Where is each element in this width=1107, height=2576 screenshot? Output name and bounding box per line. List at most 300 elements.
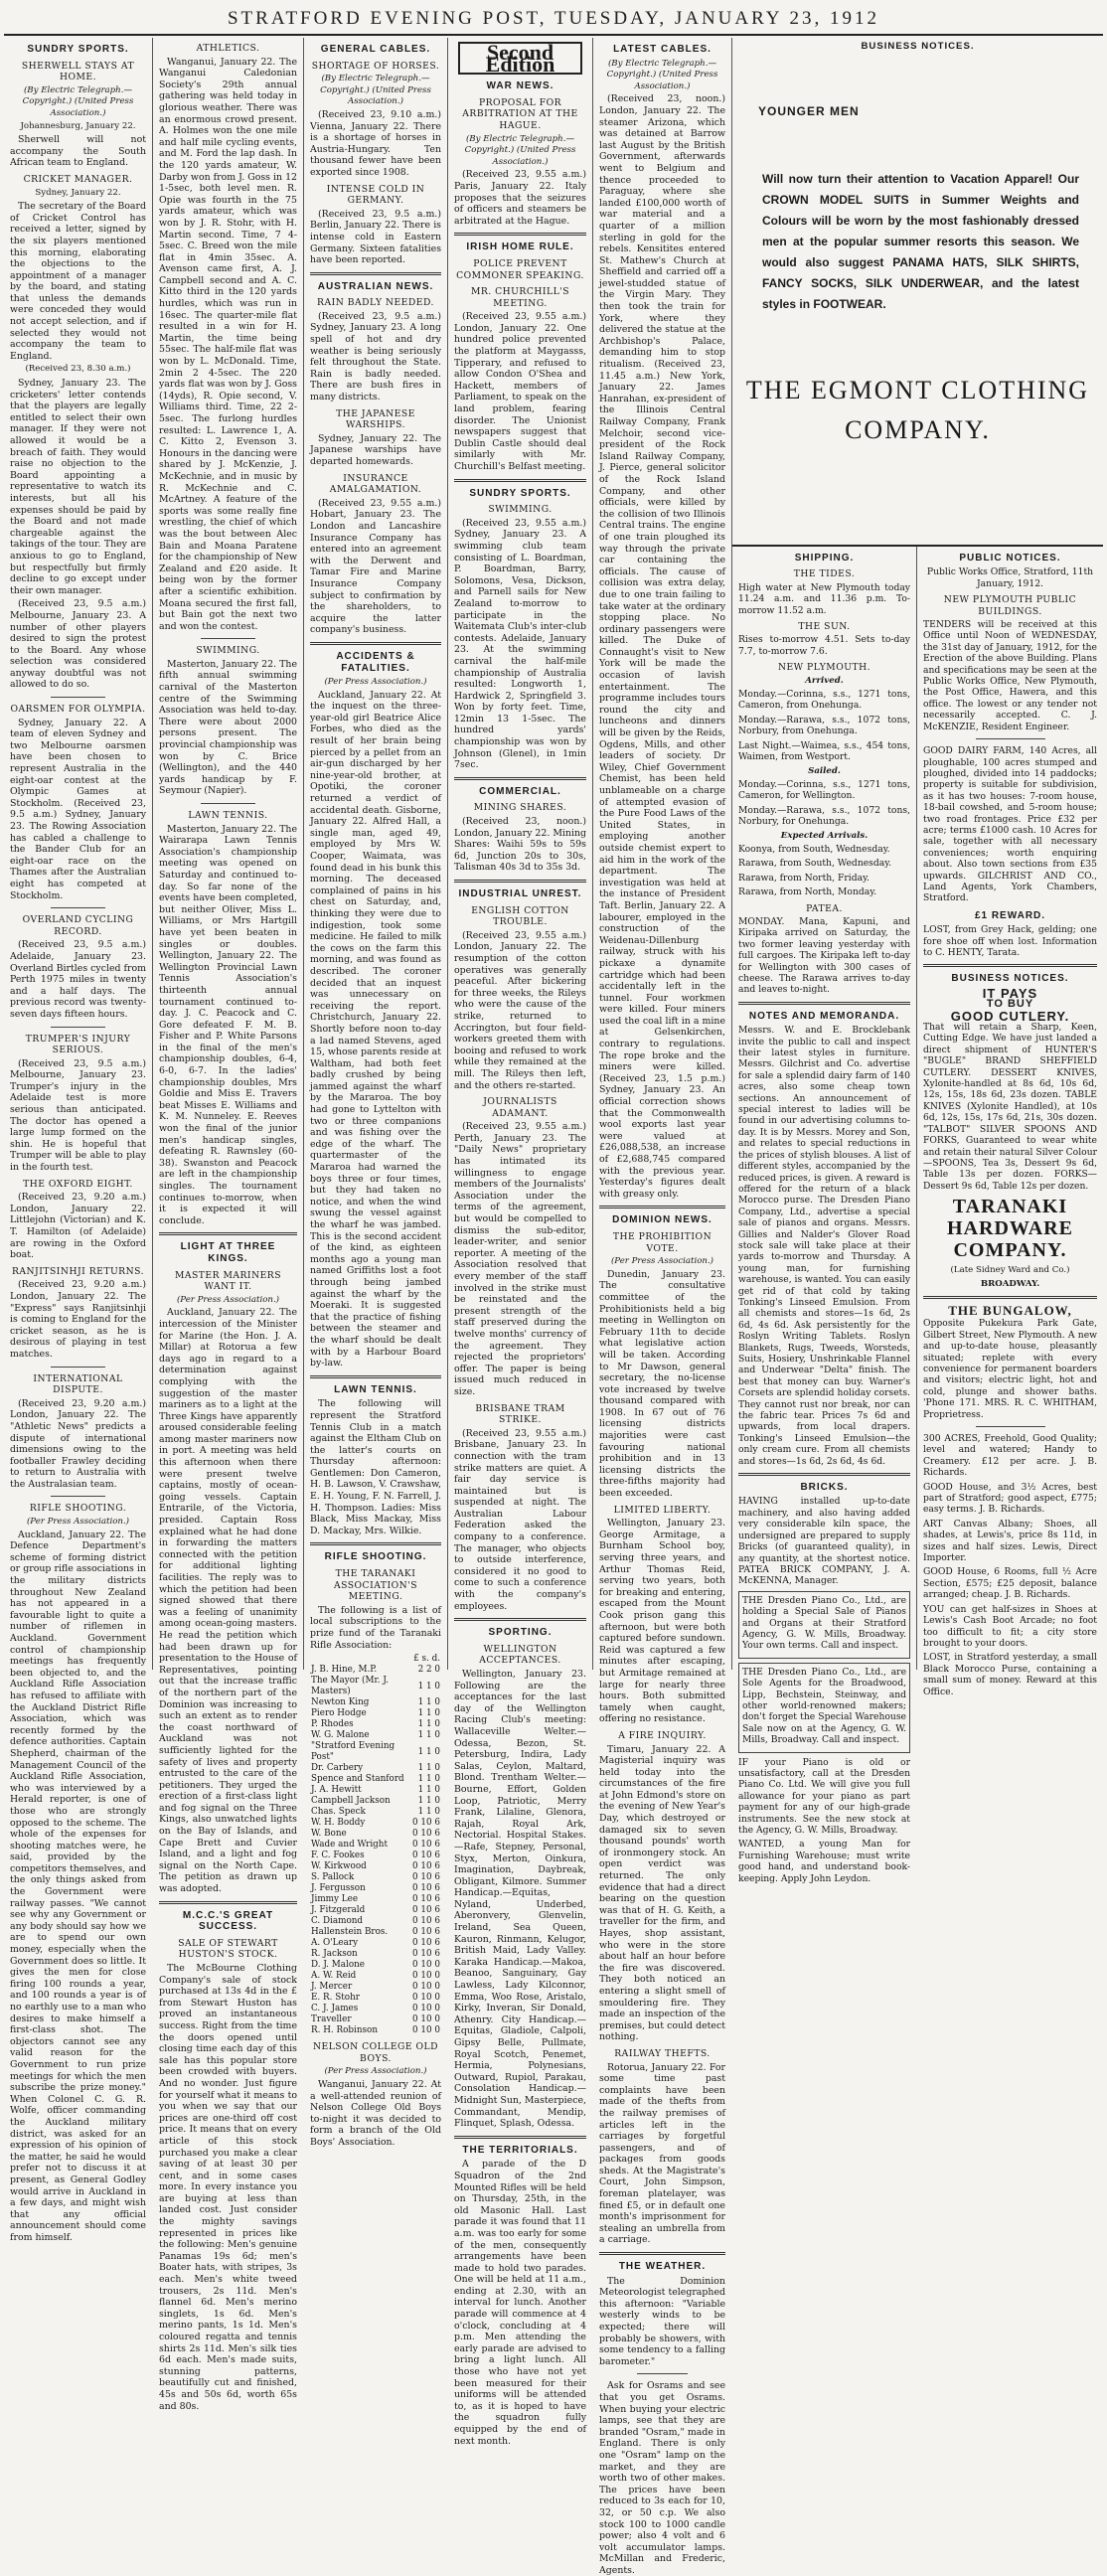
double-divider <box>454 777 586 780</box>
notice-body: TENDERS will be received at this Office until Noon of WEDNESDAY, the 31st day of January, 1912, for the Erection of the above Building. Plans and specifications may be seen at the Public Works Office, New Plymouth, the Post Office, Hawera, and this office. The lowest or any tender not necessarily accepted. C. J. McKENZIE, Resident Engineer. <box>923 619 1097 732</box>
article-body: The Dominion Meteorologist telegraphed this afternoon: "Variable westerly winds to be expected; there will probably be showers, with some tendency to a falling barometer." <box>599 2275 725 2367</box>
subscription-row <box>310 1960 441 1971</box>
shipping-entry: Monday.—Corinna, s.s., 1271 tons, Cameron, for Wellington. <box>738 778 910 802</box>
article-body: Wanganui, January 22. At a well-attended reunion of Nelson College Old Boys to-night it was decided to form a branch of the Old Boys' Association. <box>310 2078 441 2148</box>
article-body: (Received 23, 9.55 a.m.) Hobart, January 23. The London and Lancashire Insurance Company has entered into an agreement with the Derwent and Tamar Fire and Marine Insurance Company subject to confirmation by the shareholders, to acquire the latter company's business. <box>310 497 441 636</box>
taranaki-hardware-name <box>923 1196 1097 1261</box>
taranaki-line1: TARANAKI <box>952 1196 1068 1218</box>
subscription-header-row <box>310 1654 441 1665</box>
subscriber-name: Dr. Carbery <box>311 1763 364 1774</box>
section-heading: BUSINESS NOTICES. <box>861 41 975 52</box>
subscription-row <box>310 1719 441 1730</box>
subscription-amount: 0 10 0 <box>412 1982 440 1993</box>
subscriber-name: F. C. Fookes <box>311 1851 365 1861</box>
article-title: SHORTAGE OF HORSES. <box>311 60 440 72</box>
article-title: RAIN BADLY NEEDED. <box>317 297 434 309</box>
subscriber-name: Spence and Stanford <box>311 1774 404 1785</box>
subscriber-name: W. Kirkwood <box>311 1861 367 1872</box>
sailed-list <box>738 779 910 828</box>
article-title: THE JAPANESE WARSHIPS. <box>336 407 415 431</box>
divider <box>201 803 256 804</box>
section-heading: BUSINESS NOTICES. <box>951 973 1069 985</box>
shipping-entry: Monday.—Rarawa, s.s., 1072 tons, Norbury, from Onehunga. <box>738 714 910 737</box>
dateline: (By Electric Telegraph.—Copyright.) (United Press Association.) <box>606 58 718 91</box>
subscriber-name: D. J. Malone <box>311 1960 366 1971</box>
article-body: (Received 23, 9.20 a.m.) London, January 22. The "Express" says Ranjitsinhji is coming to England for the cricket season, as he is desirous of playing in test matches. <box>10 1279 146 1360</box>
article-title: SWIMMING. <box>488 504 553 516</box>
subscription-amount: 0 10 6 <box>412 1894 440 1905</box>
subscription-row <box>310 1730 441 1741</box>
section-heading: SHIPPING. <box>794 553 855 564</box>
shipping-entry: Rarawa, from North, Monday. <box>738 886 877 898</box>
shipping-entry: Rarawa, from North, Friday. <box>738 872 870 884</box>
double-divider <box>599 1206 725 1208</box>
article-title: JOURNALISTS ADAMANT. <box>483 1096 557 1119</box>
double-divider <box>310 272 441 275</box>
advertisement-body: ART Canvas Albany; Shoes, all shades, at Lewis's, price 8s 11d, in sizes and half sizes. Lewis, Direct Importer. <box>923 1518 1097 1564</box>
subscription-amount: 1 1 0 <box>417 1746 440 1757</box>
section-heading: ACCIDENTS & FATALITIES. <box>336 650 415 674</box>
subscription-row <box>310 1807 441 1818</box>
article-title: WELLINGTON ACCEPTANCES. <box>479 1643 561 1667</box>
article-body: (Received 23, 9.5 a.m.) Berlin, January 22. There is intense cold in Eastern Germany. Sixteen fatalities have been reported. <box>310 208 441 266</box>
subscription-amount: 1 1 0 <box>417 1785 440 1796</box>
section-heading: RIFLE SHOOTING. <box>324 1551 427 1563</box>
subscription-amount: 0 10 6 <box>412 1916 440 1927</box>
article-title: CRICKET MANAGER. <box>23 173 133 185</box>
article-title: MASTER MARINERS WANT IT. <box>174 1269 282 1293</box>
article-title: TRUMPER'S INJURY SERIOUS. <box>25 1033 131 1056</box>
article-title: BRISBANE TRAM STRIKE. <box>475 1402 565 1426</box>
subscription-amount: 0 10 0 <box>412 1960 440 1971</box>
double-divider <box>159 1901 297 1904</box>
article-body: (Received 23, 9.20 a.m.) London, January 22. Littlejohn (Victorian) and K. T. Hamilton (of Adelaide) are rowing in the Oxford boat. <box>10 1192 146 1261</box>
subscription-row <box>310 1894 441 1905</box>
article-body: (Received 23, 9.5 a.m.) Adelaide, January 23. Overland Birtles cycled from Perth 1975 miles in twenty and a half days. The previous record was twenty-seven days fifteen hours. <box>10 939 146 1020</box>
subscription-amount: 0 10 6 <box>412 1949 440 1960</box>
subscription-amount: 1 1 0 <box>417 1697 440 1708</box>
company-name-line2: COMPANY. <box>845 415 991 445</box>
article-title: THE TIDES. <box>793 568 856 580</box>
article-body: (Received 23, 9.10 a.m.) Vienna, January 22. There is a shortage of horses in Austria-Hungary. Ten thousand fewer have been exported since 1908. <box>310 108 441 178</box>
article-title: OVERLAND CYCLING RECORD. <box>22 914 134 937</box>
subscriber-name: W. Bone <box>311 1829 347 1840</box>
subscription-row <box>310 1829 441 1840</box>
article-body: Auckland, January 22. The Defence Department's scheme of forming district or group rifle associations in the military districts throughout New Zealand has not appeared in a favourable light to quite a number of riflemen in Auckland. Government control of championship meetings has frequently been objected to, and the Auckland Rifle Association has refused to affiliate with the Auckland District Rifle Association, which was recently formed by the defence authorities. Captain Shepherd, chairman of the Management Council of the Auckland Rifle Association, who was interviewed by a Herald reporter, is one of those who are strongly opposed to the scheme. The whole of the expenses for shooting matches were, he said, provided by the competitors themselves, and the only things asked from the Government were railway passes. "We cannot see why any Government or any body should say how we are to spend our own money, especially when the Government does so little. It gives the men for close firing 100 rounds a year, and 100 rounds a year is of no earthly use to a man who desires to make himself a first-class shot. The objectors cannot see any valid reason for the Government to run prize meetings for which the men subscribe the prize money." When Colonel C. G. R. Wolfe, officer commanding the Auckland military district, was asked for an expression of his opinion of the matter, he said he would prefer not to discuss it at present, as General Godley would arrive in Auckland in a few days, and might wish that any official announcement should come from himself. <box>10 1529 146 2243</box>
subscription-header: £ s. d. <box>413 1654 440 1665</box>
column-2 <box>153 38 304 2412</box>
subscription-row <box>310 1993 441 2004</box>
article-body: (Received 23, 9.55 a.m.) London, January 22. The resumption of the cotton operatives was generally peaceful. After bickering for three weeks, the Rileys who were the cause of the strike, returned to Accrington, but four field-workers greeted them with booing and refused to work while they remained at the mill. The Rileys then left, and the others re-started. <box>454 929 586 1091</box>
subscription-amount: 0 10 0 <box>412 1971 440 1982</box>
subscription-amount: 0 10 0 <box>412 2025 440 2036</box>
article-title: NEW PLYMOUTH. <box>777 662 871 674</box>
section-heading: COMMERCIAL. <box>479 785 561 797</box>
subscriber-name: Hallenstein Bros. <box>311 1927 389 1938</box>
subscription-row <box>310 1949 441 1960</box>
dateline: (Per Press Association.) <box>324 2066 427 2077</box>
subscription-amount: 0 10 6 <box>412 1905 440 1916</box>
advertisement-body: YOU can get half-sizes in Shoes at Lewis's Cash Boot Arcade; no foot too difficult to fit; a city store brought to your doors. <box>923 1603 1097 1649</box>
article-body: Timaru, January 22. A Magisterial inquiry was held today into the circumstances of the fire at John Edmond's store on the evening of New Year's Day, which destroyed or damaged six to seven thousand pounds' worth of ironmongery stock. An open verdict was returned. The only evidence that had a direct bearing on the question was that of H. G. Keith, a traveller for the firm, and Hayes, shop assistant, who were in the store about half an hour before the fire was discovered. They both noticed an entering a slight smell of smouldering fire. They made an inspection of the premises, but could detect nothing. <box>599 1743 725 2043</box>
subscription-amount: 0 10 6 <box>412 1851 440 1861</box>
subscriber-name: Piero Hodge <box>311 1708 367 1719</box>
article-body: (Received 23, 9.55 a.m.) London, January 22. One hundred police prevented the platform at Maygasss, Tipperary, and refused to allow Condon O'Shea and Hackett, members of Parliament, to speak on the land problem, fearing disorder. The Unionist newspapers suggest that Dublin Castle should deal similarly with Mr. Churchill's Belfast meeting. <box>454 311 586 472</box>
dateline: (Per Press Association.) <box>324 677 427 688</box>
company-name <box>732 371 1103 450</box>
subscription-row <box>310 1785 441 1796</box>
subscription-amount: 1 1 0 <box>417 1796 440 1807</box>
double-divider <box>454 233 586 236</box>
shipping-entry: Monday.—Rarawa, s.s., 1072 tons, Norbury, for Onehunga. <box>738 804 910 828</box>
expected-list <box>738 844 910 898</box>
subscription-amount: 1 1 0 <box>417 1719 440 1730</box>
subscriber-name: W. H. Boddy <box>311 1818 366 1829</box>
subscription-row <box>310 1916 441 1927</box>
section-heading: THE WEATHER. <box>618 2261 707 2273</box>
column-3 <box>304 38 448 2148</box>
article-body: (Received 23, 9.55 a.m.) Paris, January 22. Italy proposes that the seizures of officers and steamers be arbitrated at the Hague. <box>454 169 586 227</box>
article-title: THE OXFORD EIGHT. <box>23 1178 133 1190</box>
subscriber-name: S. Pallock <box>311 1872 355 1883</box>
advertisement-body: HAVING installed up-to-date machinery, and also having added very considerable kiln space, the undersigned are prepared to supply Bricks (of guaranteed quality), in any quantity, at the shortest notice. PATEA BRICK COMPANY, J. A. McKENNA, Manager. <box>738 1496 910 1587</box>
article-body: (Received 23, noon.) London, January 22. The steamer Arizona, which was detained at Barrow last August by the British Government, afterwards went to Belgium and thence proceeded to Paraguay, where she landed £100,000 worth of war material and a quarter of a million sterling in gold for the rebels. Kensitites entered St. Mathew's Church at Sheffield and carried off a jewel-studded statue of the Virgin Mary. They then took the train for York, where they delivered the statue at the Archbishop's Palace, demanding him to stop ritualism. (Received 23, 11.45 a.m.) New York, January 22. James Hanrahan, ex-president of the Illinois Central Railway Company, Frank Melchoir, second vice-president of the Rock Island Railway Company, J. Pierce, general solicitor of the Rock Island Company, and other officials, were killed by the collision of two Illinois Central trains. The engine of one train ploughed its way through the private car containing the officials. The cause of collision was extra delay, due to one train failing to take water at the ordinary stopping place. No ordinary passengers were killed. The Duke of Connaught's visit to New York will be made the occasion of lavish entertainment. The programme includes tours round the city and luncheons and dinners will be given by the Reids, Ogdens, Mills, and other leaders of society. Dr Wiley, Chief Government Chemist, has been held unblameable on a charge of attempted evasion of the Pure Food Laws of the United States, in employing another outside chemist expert to aid him in the work of the department. The investigation was held at the instance of President Taft. Berlin, January 22. A labourer, employed in the construction of the Weidenau-Dillenburg railway, struck with his pickaxe a dynamite cartridge which had been accidentally left in the tunnel. Four workmen were killed. Four miners used the coal lift in a mine at Gelsenkirchen, contrary to regulations. The rope broke and the miners were killed. (Received 23, 1.5 p.m.) Sydney, January 23. An official correction shows that the Commonwealth wool exports last year were valued at £26,088,538, an increase of £2,688,745 compared with the previous year. Yesterday's figures dealt with greasy only. <box>599 93 725 1200</box>
double-divider <box>738 1002 910 1005</box>
article-title: A FIRE INQUIRY. <box>618 1729 707 1741</box>
subscriber-name: Chas. Speck <box>311 1807 366 1818</box>
subscription-row <box>310 1982 441 1993</box>
article-title: INSURANCE AMALGAMATION. <box>329 472 422 496</box>
article-title: ATHLETICS. <box>196 43 260 54</box>
subscription-row <box>310 1927 441 1938</box>
advertisement-body: LOST, in Stratford yesterday, a small Black Morocco Purse, containing a small sum of money. Reward at this Office. <box>923 1652 1097 1697</box>
section-heading: AUSTRALIAN NEWS. <box>317 280 434 292</box>
section-heading: SUNDRY SPORTS. <box>469 487 571 499</box>
section-heading: PUBLIC NOTICES. <box>959 553 1061 564</box>
column-5 <box>593 38 732 2576</box>
subscriber-name: Newton King <box>311 1697 370 1708</box>
subscription-row <box>310 1774 441 1785</box>
article-title: SALE OF STEWART HUSTON'S STOCK. <box>178 1937 278 1961</box>
dateline: (By Electric Telegraph.—Copyright.) (United Press Association.) <box>320 74 431 107</box>
subheading: Expected Arrivals. <box>780 830 869 841</box>
subscription-row <box>310 1861 441 1872</box>
article-title: INTERNATIONAL DISPUTE. <box>33 1372 123 1396</box>
section-heading: NOTES AND MEMORANDA. <box>748 1010 900 1022</box>
subscriber-name: R. H. Robinson <box>311 2025 378 2036</box>
divider <box>976 1426 1045 1427</box>
egmont-clothing-ad <box>732 38 1103 547</box>
section-heading: LIGHT AT THREE KINGS. <box>180 1241 276 1264</box>
subscription-amount: 0 10 0 <box>412 2014 440 2025</box>
dateline: (Per Press Association.) <box>610 1256 714 1267</box>
divider <box>976 738 1045 739</box>
article-body: (Received 23, 9.55 a.m.) Perth, January 23. The "Daily News" proprietary has intimated its willingness to engage members of the Journalists' Association under the terms of the agreement, but would be compelled to dismiss the sub-editor, leader-writer, and senior reporter. A meeting of the Association resolved that every member of the staff involved in the strike must be reinstated and the present strength of the staff preserved during the twelve months' currency of the agreement. They rejected the proprietors' offer. The paper is being issued much reduced in size. <box>454 1121 586 1397</box>
dateline: Sydney, January 22. <box>35 187 121 198</box>
section-heading: £1 REWARD. <box>974 909 1046 921</box>
article-title: OARSMEN FOR OLYMPIA. <box>10 704 146 716</box>
bungalow-heading: THE BUNGALOW, <box>948 1302 1072 1318</box>
article-body: The secretary of the Board of Cricket Control has received a letter, signed by the six players mentioned this morning, elaborating the objections to the appointment of a manager by the board, and stating that unless the demands were conceded they would not accept selection, and if selected they would not accompany the team to England. <box>10 201 146 362</box>
divider <box>51 1027 105 1028</box>
subscription-list-body <box>310 1654 441 2036</box>
article-body: The McBourne Clothing Company's sale of stock purchased at 13s 4d in the £ from Stewart Huston has proved an instantaneous success. Right from the time the doors opened until closing time each day of this sale has this popular store been crowded with buyers. And no wonder. Just figure for yourself what it means to you when we say that our prices are one-third off cost price. It means that on every article of this stock purchased you make a clear saving of at least 30 per cent, and in some cases more. In every instance you are buying at less than landed cost. Just consider the mighty savings represented in prices like the following: Men's genuine Panamas 19s 6d; men's Boater hats, with stripes, 3s each. Men's white tweed trousers, 2s 11d. Men's flannel 6d. Men's merino singlets, 1s 6d. Men's merino pants, 1s 1d. Men's coloured regatta and tennis shirts 2s 11d. Men's silk ties 6d each. Men's made suits, stunning patterns, beautifully cut and finished, 45s and 50s 6d, worth 65s and 80s. <box>159 1963 297 2412</box>
divider <box>51 1367 105 1368</box>
double-divider <box>599 2252 725 2255</box>
subscriber-name: W. G. Malone <box>311 1730 370 1741</box>
subscriber-name: A. W. Reid <box>311 1971 357 1982</box>
article-title: NELSON COLLEGE OLD BOYS. <box>312 2041 439 2064</box>
subscription-amount: 0 10 6 <box>412 1927 440 1938</box>
subscriber-name: J. Mercer <box>311 1982 353 1993</box>
subscriber-name: C. J. James <box>311 2004 359 2014</box>
subscription-row <box>310 1971 441 1982</box>
subscription-row <box>310 1763 441 1774</box>
advertisement-body: 300 ACRES, Freehold, Good Quality; level and watered; Handy to Creamery. £12 per acre. J. B. Richards. <box>923 1433 1097 1479</box>
company-name-line1: THE EGMONT CLOTHING <box>745 376 1090 405</box>
subscription-amount: 1 1 0 <box>417 1774 440 1785</box>
section-heading: BRICKS. <box>800 1482 849 1494</box>
article-title: RAILWAY THEFTS. <box>614 2047 711 2059</box>
section-heading: DOMINION NEWS. <box>612 1214 712 1226</box>
article-body: (Received 23, 9.5 a.m.) Melbourne, January 23. Trumper's injury in the Adelaide test is more serious than anticipated. The doctor has opened a large lump formed on the shin. He is hopeful that Trumper will be able to play in the fourth test. <box>10 1057 146 1174</box>
newspaper-title: STRATFORD EVENING POST, TUESDAY, JANUARY 23, 1912 <box>227 8 880 29</box>
shipping-and-notes <box>732 547 917 1884</box>
subscriber-name: J. Fitzgerald <box>311 1905 366 1916</box>
subscription-amount: 1 1 0 <box>417 1708 440 1719</box>
subscription-row <box>310 2004 441 2014</box>
article-title: SHERWELL STAYS AT HOME. <box>21 60 135 83</box>
subscriber-name: P. Rhodes <box>311 1719 354 1730</box>
subscriber-name: Jimmy Lee <box>311 1894 359 1905</box>
double-divider <box>454 479 586 482</box>
shipping-entry: Monday.—Corinna, s.s., 1271 tons, Cameron, from Onehunga. <box>738 689 910 712</box>
double-divider <box>310 642 441 645</box>
double-divider <box>159 1232 297 1235</box>
article-title: POLICE PREVENT COMMONER SPEAKING. <box>456 257 584 281</box>
article-body: Sherwell will not accompany the South African team to England. <box>10 134 146 169</box>
article-body: (Received 23, noon.) London, January 22. Mining Shares: Waihi 59s to 59s 6d, Junction 20s to 30s, Talisman 40s 3d to 35s 3d. <box>454 816 586 874</box>
ad-copy: Will now turn their attention to Vacation Apparel! Our CROWN MODEL SUITS in Summer Weights and Colours will be worn by the most fashionably dressed men at the popular summer resorts this season. We would also suggest PANAMA HATS, SILK SHIRTS, FANCY SOCKS, SILK UNDERWEAR, and the latest styles in FOOTWEAR. <box>762 172 1079 312</box>
article-body: (Received 23, 9.5 a.m.) Melbourne, January 23. A number of other players desired to sign the protest to the Board. Any whose selection was considered anyway doubtful was not allowed to do so. <box>10 598 146 691</box>
article-title: THE SUN. <box>798 621 851 633</box>
taranaki-line3: COMPANY. <box>953 1239 1067 1262</box>
subscription-row <box>310 1741 441 1763</box>
article-title: INTENSE COLD IN GERMANY. <box>326 183 425 207</box>
notice-body: LOST, from Grey Hack, gelding; one fore shoe off when lost. Information to C. HENTY, Tarata. <box>923 924 1097 958</box>
subscription-row <box>310 1883 441 1894</box>
article-title: ENGLISH COTTON TROUBLE. <box>471 904 569 928</box>
section-heading: IRISH HOME RULE. <box>466 242 574 253</box>
subscription-amount: 2 2 0 <box>417 1665 440 1676</box>
taranaki-subtitle: (Late Sidney Ward and Co.) <box>950 1265 1070 1276</box>
advertisement-body: THE Dresden Piano Co., Ltd., are holding a Special Sale of Pianos and Organs at their Stratford Agency, G. W. Mills, Broadway. Your own terms. Call and inspect. <box>742 1594 906 1652</box>
double-divider <box>923 964 1097 967</box>
subscription-amount: 0 10 6 <box>412 1840 440 1851</box>
masthead <box>0 0 1107 34</box>
dresden-ad-2 <box>738 1663 910 1753</box>
advertisement-body: Opposite Pukekura Park Gate, Gilbert Street, New Plymouth. A new and up-to-date house, pleasantly situated; replete with every convenience for permanent boarders and visitors; electric light, hot and cold, plunge and shower baths. 'Phone 171. MRS. R. C. WHITHAM, Proprietress. <box>923 1318 1097 1420</box>
article-title: THE PROHIBITION VOTE. <box>612 1230 712 1254</box>
taranaki-address: BROADWAY. <box>980 1278 1040 1289</box>
article-body: Sydney, January 22. The Japanese warships have departed homewards. <box>310 432 441 467</box>
advertisement-body: GOOD House, and 3½ Acres, best part of Stratford; good aspect, £775; easy terms. J. B. Richards. <box>923 1481 1097 1516</box>
divider <box>201 638 256 639</box>
subscription-amount: 0 10 6 <box>412 1818 440 1829</box>
section-heading: LAWN TENNIS. <box>334 1383 417 1395</box>
double-divider <box>738 1473 910 1476</box>
advertisement-body: That will retain a Sharp, Keen, Cutting Edge. We have just landed a direct shipment of HUNTER'S "BUGLE" BRAND SHEFFIELD CUTLERY. DESSERT KNIVES, Xylonite-handled at 8s 6d, 10s 6d, 12s, 15s, 18s 6d, 23s dozen. TABLE KNIVES (Xylonite Handled), at 10s 6d, 12s, 15s, 17s 6d, 21s, 30s dozen. "TALBOT" SILVER SPOONS AND FORKS, Guaranteed to wear white and retain their natural Silver Colour—SPOONS, Tea 3s, Dessert 9s 6d, Table 13s per dozen. FORKS—Dessert 9s 6d, Table 12s per dozen. <box>923 1022 1097 1192</box>
shipping-entry: Koonya, from South, Wednesday. <box>738 843 890 855</box>
article-title: LAWN TENNIS. <box>188 810 268 821</box>
subscription-row <box>310 1818 441 1829</box>
double-divider <box>310 1375 441 1378</box>
double-divider <box>923 1296 1097 1299</box>
dresden-ad-1 <box>738 1591 910 1659</box>
shipping-entry: Last Night.—Waimea, s.s., 454 tons, Waimen, from Westport. <box>738 739 910 763</box>
cutlery-headline-3: GOOD CUTLERY. <box>950 1008 1070 1024</box>
article-title: MINING SHARES. <box>473 802 567 814</box>
article-body: Rises to-morrow 4.51. Sets to-day 7.7, to-morrow 7.6. <box>738 634 910 657</box>
section-heading: THE TERRITORIALS. <box>462 2144 578 2156</box>
double-divider <box>454 1618 586 1621</box>
newspaper-page <box>4 38 1103 2576</box>
article-title: PATEA. <box>806 902 843 914</box>
article-body: The following will represent the Stratford Tennis Club in a match against the Eltham Club on the latter's courts on Thursday afternoon: Gentlemen: Don Cameron, H. B. Lawson, V. Crawshaw, E. H. Young, F. N. Farrell, J. H. Thompson. Ladies: Miss Black, Miss Mackay, Miss D. Mackay, Mrs. Wilkie. <box>310 1398 441 1536</box>
advertisement-body: WANTED, a young Man for Furnishing Warehouse; must write good hand, and understand book-keeping. Apply John Leydon. <box>738 1839 910 1884</box>
subscription-row <box>310 1840 441 1851</box>
advertisement-body: Ask for Osrams and see that you get Osrams. When buying your electric lamps, see that they are branded "Osram," made in England. There is only one "Osram" lamp on the market, and they are worth two of other makes. The prices have been reduced to 3s each for 10, 32, or 50 c.p. We also stock 100 to 1000 candle power; also 4 volt and 6 volt accumulator lamps. McMillan and Frederic, Agents. <box>599 2380 725 2576</box>
section-heading: LATEST CABLES. <box>613 44 712 55</box>
subscription-amount: 1 1 0 <box>417 1807 440 1818</box>
article-title: LIMITED LIBERTY. <box>613 1504 712 1516</box>
double-divider <box>454 880 586 883</box>
article-body: Sydney, January 22. A team of eleven Sydney and two Melbourne oarsmen have been chosen to represent Australia in the eight-oar contest at the Olympic Games at Stockholm. (Received 23, 9.5 a.m.) Sydney, January 23. The Rowing Association has cabled a challenge to the Bander Club for an eight-oar race on the Thames after the Australian eight has competed at Stockholm. <box>10 717 146 901</box>
section-heading: INDUSTRIAL UNREST. <box>458 888 582 899</box>
subscription-row <box>310 1872 441 1883</box>
dateline: (By Electric Telegraph.—Copyright.) (United Press Association.) <box>22 84 134 118</box>
article-body: Auckland, January 22. At the inquest on the three-year-old girl Beatrice Alice Forbes, who died as the result of her brain being pierced by a pellet from an air-gun discharged by her nine-year-old brother, at Opotiki, the coroner returned a verdict of accidental death. Gisborne, January 22. Alfred Hall, a single man, aged 49, employed by Mrs W. Cooper, Waimata, was found dead in his bunk this morning. The deceased complained of pains in his chest on Saturday, and, thinking they were due to indigestion, took some medicine. He failed to milk the cows on the farm this morning, and was found as described. The coroner decided that an inquest was unnecessary on receiving the report. Christchurch, January 22. Shortly before noon to-day a lad named Stevens, aged 15, whose parents reside at Waltham, had both feet badly crushed by being jammed against the wharf by the Mararoa. The boy had gone to Lyttelton with two or three companions and was fishing over the edge of the wharf. The quartermaster of the Mararoa had warned the boys three or four times, but they had taken no notice, and when the wind swung the vessel against the wharf he was jambed. This is the second accident of the kind, as eighteen months ago a young man named Griffiths lost a foot through being jambed against the wharf by the Moeraki. It is suggested that the practice of fishing between the steamer and the wharf should be dealt with by a Harbour Board by-law. <box>310 689 441 1369</box>
subscription-amount: 1 1 0 <box>417 1681 440 1691</box>
article-body: Wellington, January 23. George Armitage, a Burnham School boy, serving three years, and Arthur Thomas Reid, serving two years, both for breaking and entering, escaped from the Mount Cook prison gang this afternoon, but were both captured before sundown. Reid was captured a few minutes after escaping, but Armitage remained at large for nearly three hours. Both submitted tamely when caught, offering no resistance. <box>599 1518 725 1725</box>
advertisement-body: THE Dresden Piano Co., Ltd., are Sole Agents for the Broadwood, Lipp, Bechstein, Steinway, and other world-renowned makers; don't forget the Special Warehouse Sale now on at the Agency, G. W. Mills, Broadway. Call and inspect. <box>742 1666 906 1746</box>
subscription-amount: 0 10 0 <box>412 1993 440 2004</box>
section-heading: SUNDRY SPORTS. <box>27 44 129 55</box>
subscriber-name: A. O'Leary <box>311 1938 359 1949</box>
section-heading: WAR NEWS. <box>486 80 554 92</box>
taranaki-line2: HARDWARE <box>947 1217 1073 1240</box>
dateline: (Per Press Association.) <box>26 1517 130 1528</box>
article-body: Dunedin, January 23. The consultative committee of the Prohibitionists held a big meeting in Wellington on February 11th to decide what legislative action will be taken. According to Mr Dawson, general secretary, the no-license vote increased by twelve thousand compared with 1908. In 67 out of 76 licensing districts majorities were cast favouring national prohibition and in 13 licensing districts the three-fifths majority had been exceeded. <box>599 1268 725 1500</box>
article-body: High water at New Plymouth today 11.24 a.m. and 11.36 p.m. To-morrow 11.52 a.m. <box>738 581 910 616</box>
subscription-amount: 0 10 6 <box>412 1883 440 1894</box>
dateline: (By Electric Telegraph.—Copyright.) (United Press Association.) <box>464 133 576 167</box>
article-body: Wellington, January 23. Following are the acceptances for the last day of the Wellington Racing Club's meeting: Wallaceville Welter.—Odessa, Bezon, St. Petersburg, Indira, Lady Salas, Ceylon, Maltard, Blond. Trentham Welter.—Bourne, Effort, Golden Loop, Patriotic, Merry Frank, Lilaline, Glenora, Rajah, Royal Ark, Nectorial. Hospital Stakes.—Rafe, Stepney, Personal, Styx, Merton, Oinkura, Imagination, Daybreak, Obligant, Kilmore. Summer Handicap.—Equitas, Nyland, Underbed, Aberonvery, Glenvelin, Ireland, Sea Queen, Kauron, Rinmann, Kelugor, British Maid, Lady Valley. Karaka Handicap.—Makoa, Beanoo, Sanguinary, Gay Lawless, Lady Kilconnor, Emma, Woo Rose, Aristalo, Kirky, Inveran, Sir Donald, Athenry. City Handicap.—Equitas, Gladiole, Calpoli, Gipsy Belle, Pullmate, Royal Scotch, Penemet, Hermia, Polynesians, Outward, Rupiol, Parakau, Consolation Handicap.—Midnight Sun, Masterpiece, Commandant, Mendip, Flinquet, Splash, Odessa. <box>454 1669 587 2130</box>
double-divider <box>454 2136 586 2139</box>
article-body: The following is a list of local subscriptions to the prize fund of the Taranaki Rifle Association: <box>310 1604 441 1651</box>
subscription-row <box>310 1697 441 1708</box>
subscriber-name: J. A. Hewitt <box>311 1785 362 1796</box>
subheading: Sailed. <box>808 765 841 776</box>
subscription-row <box>310 1676 441 1697</box>
section-heading: GENERAL CABLES. <box>320 44 431 55</box>
divider <box>51 1496 105 1497</box>
subscriber-name: J. B. Hine, M.P. <box>311 1665 378 1676</box>
article-body: Sydney, January 23. The cricketers' letter contends that the players are legally entitled to select their own manager. If they were not allowed it would be a breach of faith. They would raise no objection to the Board appointing a representative to watch its interests, but all his expenses should be paid by the Board and not made chargeable against the takings of the tour. They are anxious to go to England, but respectfully but firmly decline to go except under their own manager. <box>10 378 146 596</box>
article-body: Auckland, January 22. The intercession of the Minister for Marine (the Hon. J. A. Millar) at Rotorua a few days ago in regard to a determination against complying with the suggestion of the master mariners as to a light at the Three Kings have apparently aroused considerable feeling among master mariners now in port. A meeting was held this afternoon when there were present twelve captains, mostly of ocean-going vessels. Captain Entrarile, of the Victoria, presided. Captain Ross explained what he had done in forwarding the matters connected with the petition for additional lighting facilities. The reply was to which the petition had been signed showed that there was a feeling of unanimity among ocean-going masters. He read the petition which had been drawn up for presentation to the House of Representatives, pointing out that the increase traffic of the northern part of the Dominion was increasing to such an extent as to render the coast northward of Auckland was not sufficiently lighted for the safety of lives and property entrusted to the care of the petitioners. They urged the erection of a first-class light and fog signal on the Three Kings, also unwatched lights on the Bay of Islands, and Cape Brett and Cuvier Island, and a light and fog signal on the North Cape. The petition as drawn up was adopted. <box>159 1307 297 1895</box>
subscription-row <box>310 1938 441 1949</box>
cutlery-headline-2: TO BUY <box>986 998 1034 1011</box>
double-divider <box>310 1542 441 1545</box>
article-title: SWIMMING. <box>196 645 260 657</box>
subscription-amount: 1 1 0 <box>417 1730 440 1741</box>
subscription-amount: 0 10 6 <box>412 1938 440 1949</box>
dateline: (Received 23, 8.30 a.m.) <box>25 364 131 375</box>
subscriber-name: Traveller <box>311 2014 352 2025</box>
subheading: Arrived. <box>805 675 844 686</box>
article-title: PROPOSAL FOR ARBITRATION AT THE HAGUE. <box>462 96 578 131</box>
article-body: Wanganui, January 22. The Wanganui Caledonian Society's 29th annual gathering was held today in glorious weather. There was an enormous crowd present. A. Holmes won the one mile and half mile cycling events, and M. Ford the lap dash. In the 120 yards amateur, W. Darby won from J. Goss in 12 1-5sec, both level men. R. Opie was fourth in the 75 yards amateur, which was won by J. R. Stohr, with H. Martin second. Time, 7 4-5sec. C. Breed won the mile flat in 4min 35sec. A. Avenson came first, A. J. Campbell second and A. C. Kitto third in the 120 yards hurdles, which was run in 16sec. The quarter-mile flat resulted in a win for H. Martin, the time being 55sec. The half-mile flat was won by L. McDonald. Time, 2min 2 4-5sec. The 220 yards flat was won by J. Goss (14yds), R. Opie second, V. Williams third. Time, 22 2-5sec. The furlong hurdles resulted: L. Lawrence 1, A. C. Kitto 2, Evenson 3. Honours in the dancing were shared by J. McKenzie, J. McKechnie, and in music by R. McKechnie and C. McArtney. A feature of the sports was some really fine wrestling, the chief of which was the bout between Alec Bain and Moana Paratene for the championship of New Zealand and £20 aside. It being won by the former after a scientific exhibition. Moana secured the first fall, but Bain got the next two and won the contest. <box>159 56 297 632</box>
article-body: Rotorua, January 22. For some time past complaints have been made of the thefts from the railway premises of articles left in the carriages by forgetful passengers, and of packages from goods sheds. At the Magistrate's Court, John Simpson, foreman platelayer, was fined £5, or in default one month's imprisonment for stealing an umbrella from a carriage. <box>599 2061 725 2246</box>
subscription-row <box>310 2025 441 2036</box>
advertisement-body: IF your Piano is old or unsatisfactory, call at the Dresden Piano Co. Ltd. We will give you full allowance for your piano as part payment for any of our high-grade instruments. See the new stock at the Agency, G. W. Mills, Broadway. <box>738 1756 910 1837</box>
column-6-advertisements <box>732 38 1103 1884</box>
shipping-entry: Rarawa, from South, Wednesday. <box>738 858 892 870</box>
subscription-amount: 0 10 6 <box>412 1861 440 1872</box>
article-title: MR. CHURCHILL'S MEETING. <box>470 286 570 309</box>
subscriber-name: The Mayor (Mr. J. Masters) <box>311 1676 389 1697</box>
subscription-row <box>310 1665 441 1676</box>
article-title: RIFLE SHOOTING. <box>29 1503 127 1515</box>
subscription-row <box>310 1851 441 1861</box>
section-heading: SPORTING. <box>488 1627 553 1639</box>
arrived-list <box>738 689 910 762</box>
divider <box>637 2373 688 2374</box>
article-body: Masterton, January 22. The Wairarapa Lawn Tennis Association's championship meeting was opened on Saturday and continued to-day. So far none of the events have been completed, but neither Oliver, Miss L. Williams, or Mrs Hartgill have yet been beaten in singles or doubles. Wellington, January 22. The Wellington Provincial Lawn Tennis Association's thirteenth annual tournament continued to-day. J. C. Peacock and C. Gore defeated F. M. B. Fisher and P. White Parsons in the final of the men's championship doubles, 6-4, 6-0, 6-7. In the ladies' championship doubles, Mrs Goldie and Miss E. Travers beat Misses E. Williams and K. M. Nunneley. E. Reeves won the final of the junior men's handicap singles, defeating R. Rawnsley (60-38). Swanston and Peacock are left in the championship singles. The tournament continues to-morrow, when it is expected it will conclude. <box>159 823 297 1226</box>
article-body: Masterton, January 22. The fifth annual swimming carnival of the Masterton centre of the Swimming Association was held to-day. There were about 2000 persons present. The provincial championship was won by C. Brice (Wellington), and the 440 yards handicap by F. Seymour (Napier). <box>159 658 297 797</box>
edition-banner: Second Edition <box>458 42 582 75</box>
divider <box>51 907 105 908</box>
subscription-list <box>310 1654 441 2036</box>
article-title: THE TARANAKI ASSOCIATION'S MEETING. <box>333 1568 418 1603</box>
subscription-row <box>310 2014 441 2025</box>
article-body: (Received 23, 9.20 a.m.) London, January 22. The "Athletic News" predicts a dispute of international dimensions owing to the footballer Frawley deciding to return to Australia with the Australasian team. <box>10 1397 146 1490</box>
article-title: NEW PLYMOUTH PUBLIC BUILDINGS. <box>943 594 1077 617</box>
article-body: Messrs. W. and E. Brocklebank invite the public to call and inspect their latest styles in furniture. Messrs. Gilchrist and Co. advertise for sale a splendid dairy farm of 140 acres, also some cheap town sections. An announcement of special interest to ladies will be found in our advertising columns to-day. It is by Messrs. Morey and Son, and relates to special reductions in the prices of stylish blouses. A list of different styles, accompanied by the reduced prices, is given. A reward is offered for the return of a black Morocco purse. The Dresden Piano Company, Ltd., advertise a special sale of pianos and organs. Messrs. Gillies and Nalder's Glover Road stock sale will take place at their yards to-morrow and Thursday. A young man, for furnishing warehouse, is wanted. You can easily get rid of that cold by taking Tonking's Linseed Emulsion. From all chemists and stores—1s 6d, 2s 6d, 4s 6d. Ask persistently for the Roslyn Writing Tablets. Roslyn Blankets, Rugs, Tweeds, Worsteds, Suits, Hosiery, Unshrinkable Flannel and Underwear "Delta" finish. The best that money can buy. Warner's Corsets are splendid holiday corsets. They cannot rust nor break, nor can the fabric tear. Prices 7s 6d and upwards, from local drapers. Tonking's Linseed Emulsion—the only cream cure. From all chemists and stores—1s 6d, 2s 6d, 4s 6d. <box>738 1025 911 1467</box>
subscription-amount: 0 10 6 <box>412 1829 440 1840</box>
subscriber-name: C. Diamond <box>311 1916 364 1927</box>
subscriber-name: R. Jackson <box>311 1949 358 1960</box>
dateline: (Per Press Association.) <box>176 1294 280 1305</box>
subscriber-name: Wade and Wright <box>311 1840 388 1851</box>
subscriber-name: Campbell Jackson <box>311 1796 391 1807</box>
subscription-row <box>310 1708 441 1719</box>
notice-body: Public Works Office, Stratford, 11th January, 1912. <box>926 566 1094 589</box>
column-4 <box>448 38 593 2447</box>
subscription-row <box>310 1905 441 1916</box>
article-body: MONDAY. Mana, Kapuni, and Kiripaka arrived on Saturday, the two former leaving yesterday with full cargoes. The Kiripaka left to-day for Wellington with 300 cases of cheese. The Rarawa arrives to-day and leaves to-night. <box>738 915 910 996</box>
subscription-row <box>310 1796 441 1807</box>
subscription-amount: 0 10 0 <box>412 2004 440 2014</box>
column-1 <box>4 38 153 2243</box>
cutlery-headline-1: IT PAYS <box>982 985 1038 1001</box>
masthead-rule <box>4 34 1103 36</box>
subscription-amount: 1 1 0 <box>417 1763 440 1774</box>
article-body: (Received 23, 9.5 a.m.) Sydney, January 23. A long spell of hot and dry weather is being seriously felt throughout the State. Rain is badly needed. There are bush fires in many districts. <box>310 310 441 403</box>
subscriber-name: "Stratford Evening Post" <box>311 1741 395 1763</box>
subscription-header-spacer <box>310 1654 411 1665</box>
section-heading: M.C.C.'S GREAT SUCCESS. <box>182 1909 274 1933</box>
